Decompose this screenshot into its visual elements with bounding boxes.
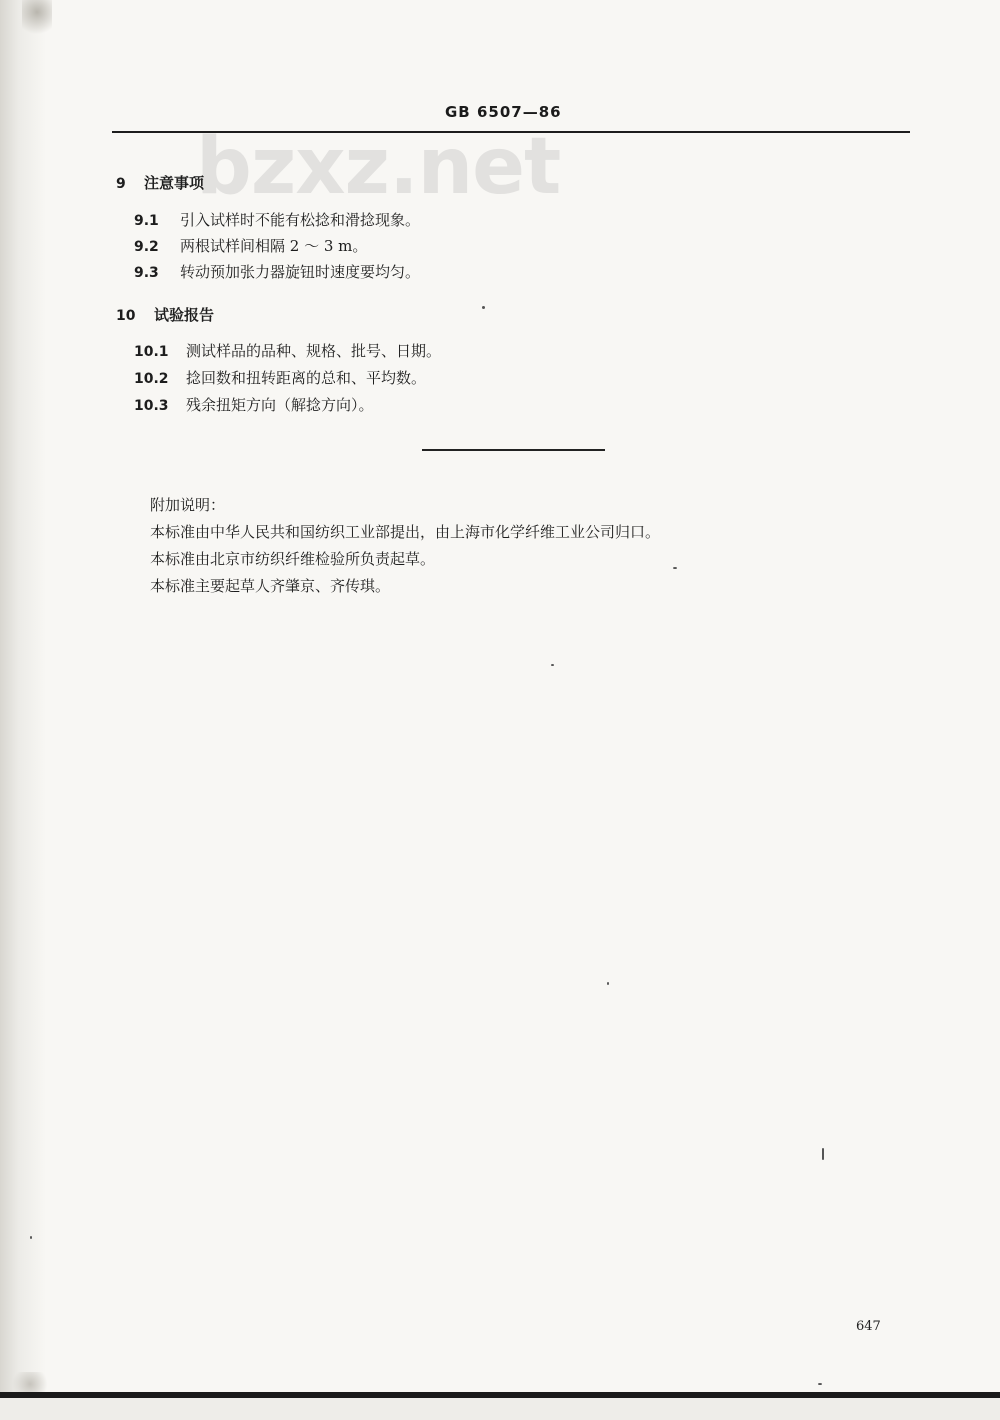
item-text: 两根试样间相隔 2 ～ 3 m。 xyxy=(180,237,368,255)
notes-heading: 附加说明： xyxy=(150,496,226,514)
scan-edge-shadow xyxy=(0,0,46,1420)
scan-speck xyxy=(482,306,485,309)
section-number: 10 xyxy=(116,308,136,324)
item-number: 9.2 xyxy=(134,239,159,255)
scan-speck xyxy=(551,664,554,666)
list-item-10-3 xyxy=(134,394,374,415)
item-text: 引入试样时不能有松捻和滑捻现象。 xyxy=(180,211,421,229)
scan-speck xyxy=(818,1383,822,1385)
list-item-10-2 xyxy=(134,367,426,388)
page-number: 647 xyxy=(856,1319,881,1334)
scan-blot xyxy=(22,0,52,40)
note-line: 本标准由北京市纺织纤维检验所负责起草。 xyxy=(150,550,436,568)
item-number: 9.1 xyxy=(134,213,159,229)
section-heading-10 xyxy=(116,304,214,325)
item-text: 转动预加张力器旋钮时速度要均匀。 xyxy=(180,263,421,281)
watermark: bzxz.net xyxy=(196,122,561,212)
scan-speck xyxy=(607,982,609,985)
item-text: 捻回数和扭转距离的总和、平均数。 xyxy=(186,369,427,387)
item-number: 9.3 xyxy=(134,265,159,281)
scan-speck xyxy=(822,1148,824,1160)
scan-margin xyxy=(0,1398,1000,1420)
item-number: 10.2 xyxy=(134,371,169,387)
end-of-text-divider xyxy=(422,449,605,451)
section-heading-9 xyxy=(116,172,204,193)
section-title: 试验报告 xyxy=(154,306,215,324)
section-title: 注意事项 xyxy=(144,174,205,192)
section-number: 9 xyxy=(116,176,126,192)
additional-notes xyxy=(150,492,660,600)
note-line: 本标准主要起草人齐肇京、齐传琪。 xyxy=(150,577,391,595)
item-number: 10.1 xyxy=(134,344,169,360)
item-text: 测试样品的品种、规格、批号、日期。 xyxy=(186,342,442,360)
list-item-9-3 xyxy=(134,261,420,282)
list-item-9-1 xyxy=(134,209,420,230)
note-line: 本标准由中华人民共和国纺织工业部提出，由上海市化学纤维工业公司归口。 xyxy=(150,523,661,541)
item-text: 残余扭矩方向（解捻方向）。 xyxy=(186,396,374,414)
list-item-10-1 xyxy=(134,340,441,361)
item-number: 10.3 xyxy=(134,398,169,414)
scan-speck xyxy=(673,567,677,569)
standard-code-header: GB 6507—86 xyxy=(445,103,562,121)
list-item-9-2 xyxy=(134,235,367,256)
scan-speck xyxy=(30,1236,32,1239)
